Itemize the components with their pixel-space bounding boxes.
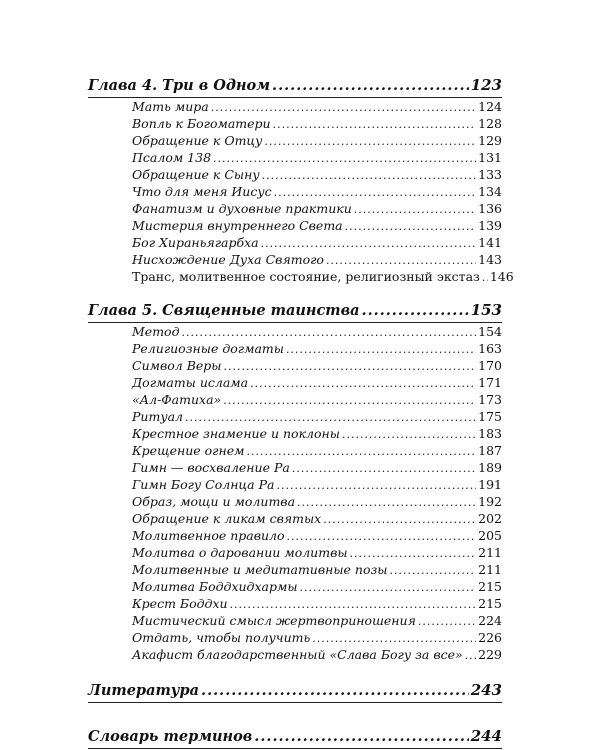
- entry-title: Религиозные догматы: [132, 341, 284, 356]
- dot-leader: [246, 443, 476, 460]
- page-number: 215: [478, 596, 502, 611]
- toc-entry[interactable]: [132, 234, 502, 251]
- toc-entry[interactable]: [132, 149, 502, 166]
- chapter-title: Глава 5. Священные таинства: [88, 302, 360, 319]
- dot-leader: [273, 116, 477, 133]
- page-number: 187: [478, 443, 502, 458]
- entry-title: Крещение огнем: [132, 443, 245, 458]
- entry-title: Псалом 138: [132, 150, 212, 165]
- entry-title: Бог Хираньягарбха: [132, 235, 259, 250]
- dot-leader: [312, 630, 476, 647]
- page-number: 129: [478, 133, 502, 148]
- entry-title: Акафист благодарственный «Слава Богу за все»: [132, 647, 463, 662]
- page-number: 163: [478, 341, 502, 356]
- page-number: 128: [478, 116, 502, 131]
- page-number: 244: [470, 727, 502, 745]
- dot-leader: [465, 647, 476, 664]
- page-number: 211: [478, 545, 502, 560]
- toc-entry[interactable]: [132, 442, 502, 459]
- dot-leader: [261, 235, 477, 252]
- chapter-5-heading[interactable]: [88, 299, 502, 323]
- toc-entry[interactable]: [132, 98, 502, 115]
- entry-title: Фанатизм и духовные практики: [132, 201, 352, 216]
- dot-leader: [201, 680, 469, 702]
- entry-title: Гимн Богу Солнца Ра: [132, 477, 275, 492]
- entry-title: Крест Боддхи: [132, 596, 228, 611]
- entry-title: Мистический смысл жертвоприношения: [132, 613, 416, 628]
- dot-leader: [362, 300, 469, 322]
- page-number: 211: [478, 562, 502, 577]
- dot-leader: [262, 167, 477, 184]
- toc-entry[interactable]: [132, 476, 502, 493]
- page-number: 143: [478, 252, 502, 267]
- toc-entry[interactable]: [132, 544, 502, 561]
- toc-entry[interactable]: [132, 268, 514, 285]
- page-number: 243: [470, 681, 502, 699]
- dot-leader: [250, 375, 476, 392]
- toc-entry[interactable]: [132, 646, 502, 663]
- entry-title: Молитвенное правило: [132, 528, 285, 543]
- dot-leader: [323, 511, 476, 528]
- page-number: 175: [478, 409, 502, 424]
- entry-title: Обращение к Отцу: [132, 133, 263, 148]
- entry-title: Молитвенные и медитативные позы: [132, 562, 388, 577]
- toc-entry[interactable]: [132, 595, 502, 612]
- page-number: 215: [478, 579, 502, 594]
- page-number: 153: [470, 301, 502, 319]
- toc-entry[interactable]: [132, 612, 502, 629]
- page-number: 171: [478, 375, 502, 390]
- dot-leader: [185, 409, 476, 426]
- toc-entry[interactable]: [132, 493, 502, 510]
- dot-leader: [287, 528, 477, 545]
- dot-leader: [482, 269, 488, 286]
- page-number: 136: [478, 201, 502, 216]
- toc-entry[interactable]: [132, 408, 502, 425]
- page-number: 124: [478, 99, 502, 114]
- dot-leader: [350, 545, 477, 562]
- entry-title: Догматы ислама: [132, 375, 249, 390]
- toc-entry[interactable]: [132, 340, 502, 357]
- page-number: 202: [478, 511, 502, 526]
- dot-leader: [276, 477, 476, 494]
- dot-leader: [230, 596, 477, 613]
- glossary-heading[interactable]: [88, 725, 502, 749]
- entry-title: Транс, молитвенное состояние, религиозный экстаз: [132, 269, 480, 284]
- entry-title: Мистерия внутреннего Света: [132, 218, 343, 233]
- toc-entry[interactable]: [132, 629, 502, 646]
- chapter-title: Глава 4. Три в Одном: [88, 77, 271, 94]
- entry-title: Метод: [132, 324, 180, 339]
- dot-leader: [418, 613, 476, 630]
- section-title: Литература: [88, 682, 200, 699]
- entry-title: Символ Веры: [132, 358, 222, 373]
- toc-entry[interactable]: [132, 217, 502, 234]
- toc-entry[interactable]: [132, 132, 502, 149]
- page-number: 229: [478, 647, 502, 662]
- entry-title: «Ал-Фатиха»: [132, 392, 222, 407]
- dot-leader: [300, 579, 477, 596]
- dot-leader: [297, 494, 476, 511]
- dot-leader: [264, 133, 476, 150]
- entry-title: Вопль к Богоматери: [132, 116, 271, 131]
- page-number: 205: [478, 528, 502, 543]
- page-number: 131: [478, 150, 502, 165]
- entry-title: Что для меня Иисус: [132, 184, 272, 199]
- page-number: 183: [478, 426, 502, 441]
- toc-entry[interactable]: [132, 357, 502, 374]
- page-number: 170: [478, 358, 502, 373]
- page-number: 154: [478, 324, 502, 339]
- toc-entry[interactable]: [132, 374, 502, 391]
- page-number: 189: [478, 460, 502, 475]
- entry-title: Нисхождение Духа Святого: [132, 252, 324, 267]
- toc-entry[interactable]: [132, 561, 502, 578]
- page-number: 141: [478, 235, 502, 250]
- toc-entry[interactable]: [132, 425, 502, 442]
- toc-entry[interactable]: [132, 183, 502, 200]
- page-number: 191: [478, 477, 502, 492]
- literature-heading[interactable]: [88, 679, 502, 703]
- toc-entry[interactable]: [132, 251, 502, 268]
- dot-leader: [292, 460, 476, 477]
- page-number: 139: [478, 218, 502, 233]
- entry-title: Молитва о даровании молитвы: [132, 545, 348, 560]
- dot-leader: [272, 75, 469, 97]
- dot-leader: [354, 201, 476, 218]
- dot-leader: [286, 341, 476, 358]
- page-number: 146: [489, 269, 514, 284]
- entry-title: Молитва Боддхидхармы: [132, 579, 298, 594]
- section-title: Словарь терминов: [88, 728, 253, 745]
- dot-leader: [211, 99, 476, 116]
- entry-title: Отдать, чтобы получить: [132, 630, 311, 645]
- dot-leader: [213, 150, 476, 167]
- chapter-4-section: [88, 74, 514, 285]
- entry-title: Обращение к ликам святых: [132, 511, 322, 526]
- dot-leader: [389, 562, 476, 579]
- page-number: 192: [478, 494, 502, 509]
- table-of-contents: [88, 74, 514, 749]
- dot-leader: [345, 218, 477, 235]
- chapter-5-section: [88, 299, 502, 663]
- toc-entry[interactable]: [132, 323, 502, 340]
- toc-entry[interactable]: [132, 200, 502, 217]
- toc-entry[interactable]: [132, 391, 502, 408]
- dot-leader: [254, 726, 468, 748]
- dot-leader: [223, 392, 476, 409]
- page-number: 224: [478, 613, 502, 628]
- toc-entry[interactable]: [132, 527, 502, 544]
- dot-leader: [182, 324, 477, 341]
- page-number: 226: [478, 630, 502, 645]
- entry-title: Ритуал: [132, 409, 183, 424]
- entry-title: Мать мира: [132, 99, 209, 114]
- dot-leader: [223, 358, 476, 375]
- dot-leader: [274, 184, 477, 201]
- toc-entry[interactable]: [132, 115, 502, 132]
- toc-entry[interactable]: [132, 166, 502, 183]
- literature-section: [88, 679, 502, 703]
- entry-title: Крестное знамение и поклоны: [132, 426, 340, 441]
- page-number: 173: [478, 392, 502, 407]
- toc-entry[interactable]: [132, 459, 502, 476]
- dot-leader: [342, 426, 476, 443]
- chapter-4-heading[interactable]: [88, 74, 502, 98]
- page-number: 133: [478, 167, 502, 182]
- page-number: 123: [470, 76, 502, 94]
- entry-title: Образ, мощи и молитва: [132, 494, 296, 509]
- entry-title: Обращение к Сыну: [132, 167, 260, 182]
- toc-entry[interactable]: [132, 510, 502, 527]
- entry-title: Гимн — восхваление Ра: [132, 460, 290, 475]
- glossary-section: [88, 725, 502, 749]
- page-number: 134: [478, 184, 502, 199]
- toc-entry[interactable]: [132, 578, 502, 595]
- dot-leader: [326, 252, 476, 269]
